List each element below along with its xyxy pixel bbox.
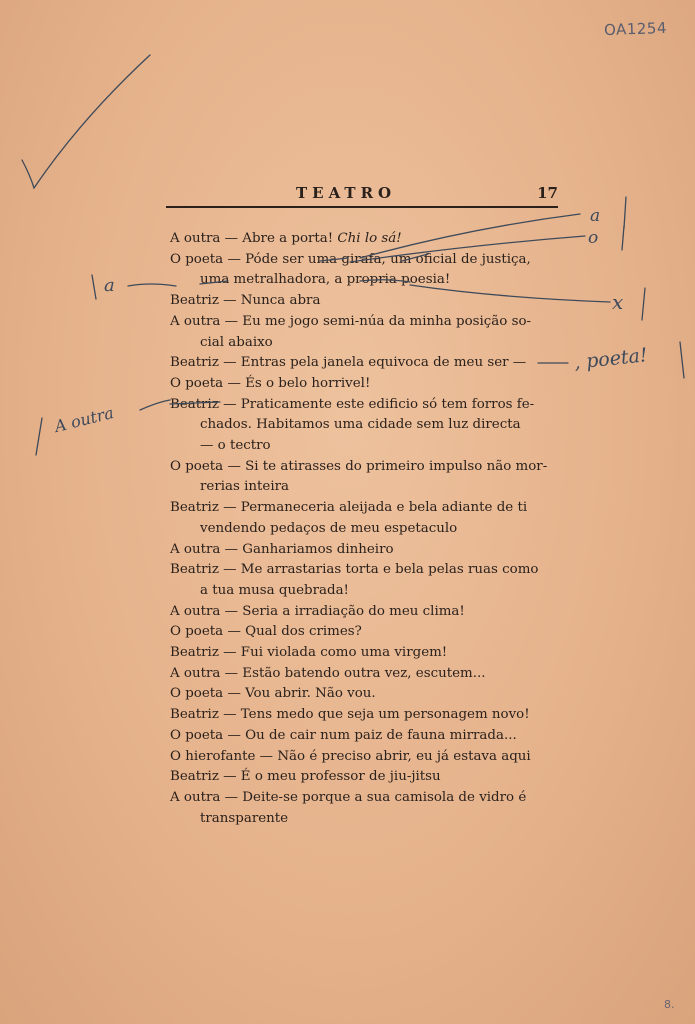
line-a-outra [140,400,170,410]
bar-x [642,288,645,320]
bar-a [624,197,626,228]
continuation-line [170,519,562,540]
line-text: — Tens medo que seja um personagem novo! [223,707,530,723]
continuation-line [170,436,562,457]
margin-note-poeta: , poeta! [573,344,649,374]
dialogue-line [170,374,562,395]
speaker-name: Beatriz [170,562,219,578]
speaker-name: Beatriz [170,396,219,412]
dialogue-line [170,457,562,478]
line-text: chados. Habitamos uma cidade sem luz directa [200,417,521,433]
continuation-line [170,270,562,291]
dialogue-line [170,395,562,416]
speaker-name: Beatriz [170,707,219,723]
italic-phrase: Chi lo sá! [337,231,402,246]
page-number: 17 [537,184,558,202]
speaker-name: O poeta [170,727,224,743]
line-text: — Vou abrir. Não vou. [227,686,376,702]
speaker-name: O poeta [170,624,224,640]
continuation-line [170,477,562,498]
line-text: — o tectro [200,438,271,454]
line-text: uma metralhadora, a propria poesia! [200,272,451,288]
line-text: — Fui violada como uma virgem! [223,645,448,661]
check-mark [22,55,150,188]
margin-note-a-outra: A outra [52,402,116,437]
dialogue-line [170,726,562,747]
dialogue-line [170,250,562,271]
line-text: — Deite-se porque a sua camisola de vidro é [224,789,527,805]
dialogue-line [170,684,562,705]
margin-note-o: o [588,228,599,248]
bar-poeta [680,342,684,378]
speaker-name: Beatriz [170,355,219,371]
dialogue-line [170,643,562,664]
speaker-name: O poeta [170,375,224,391]
speaker-name: O poeta [170,686,224,702]
dialogue-line [170,767,562,788]
line-text: transparente [200,810,289,826]
line-text: — Qual dos crimes? [227,624,362,640]
continuation-line [170,809,562,830]
line-text: — Póde ser uma girafa, um oficial de justiça, [227,251,531,267]
line-text: — Ganhariamos dinheiro [224,541,394,557]
dialogue-line [170,353,562,374]
running-title: TEATRO [296,184,397,202]
line-text: — É o meu professor de jiu-jitsu [223,769,441,785]
speaker-name: A outra [170,541,221,557]
speaker-name: A outra [170,665,221,681]
line-text: — Eu me jogo semi-núa da minha posição so- [224,313,532,329]
speaker-name: O poeta [170,251,224,267]
dialogue-line [170,560,562,581]
line-text: — Permaneceria aleijada e bela adiante de ti [223,500,528,516]
line-text: — Não é preciso abrir, eu já estava aqui [259,748,531,764]
left-dash [128,284,176,286]
archive-code-stamp: OA1254 [603,18,668,40]
dialogue-line [170,291,562,312]
speaker-name: A outra [170,603,221,619]
line-text: — Si te atirasses do primeiro impulso não mor- [227,458,548,474]
page-header [166,184,558,208]
margin-note-left-a: a [104,275,115,296]
margin-note-x: x [612,290,624,314]
line-text: — Entras pela janela equivoca de meu ser — [223,355,527,371]
play-text [170,229,562,829]
speaker-name: Beatriz [170,769,219,785]
dialogue-line [170,664,562,685]
speaker-name: A outra [170,313,221,329]
line-text: — Praticamente este edificio só tem forros fe- [223,396,535,412]
corner-mark: 8. [664,998,675,1011]
speaker-name: A outra [170,789,221,805]
margin-note-a: a [590,206,601,226]
bar-o [622,226,624,250]
line-text: — Abre a porta! [224,231,334,246]
speaker-name: A outra [170,231,221,246]
line-text: rerias inteira [200,479,290,495]
dialogue-line [170,622,562,643]
line-text: a tua musa quebrada! [200,582,349,598]
continuation-line [170,581,562,602]
dialogue-line [170,498,562,519]
speaker-name: O hierofante [170,748,256,764]
line-text: — Nunca abra [223,293,321,309]
line-text: — Seria a irradiação do meu clima! [224,603,465,619]
speaker-name: Beatriz [170,293,219,309]
dialogue-line [170,747,562,768]
continuation-line [170,415,562,436]
dialogue-line [170,540,562,561]
dialogue-line [170,788,562,809]
speaker-name: Beatriz [170,645,219,661]
header-rule [166,206,558,208]
line-text: — Me arrastarias torta e bela pelas ruas como [223,562,539,578]
line-text: cial abaixo [200,334,273,350]
line-text: vendendo pedaços de meu espetaculo [200,520,458,536]
speaker-name: Beatriz [170,500,219,516]
speaker-name: O poeta [170,458,224,474]
dialogue-line [170,705,562,726]
continuation-line [170,333,562,354]
dialogue-line [170,602,562,623]
line-text: — Ou de cair num paiz de fauna mirrada... [227,727,517,743]
line-text: — Estão batendo outra vez, escutem... [224,665,486,681]
dialogue-line [170,312,562,333]
line-text: — És o belo horrivel! [227,375,371,391]
left-bar [92,275,96,299]
bar-a-outra [36,418,42,455]
dialogue-line [170,229,562,250]
